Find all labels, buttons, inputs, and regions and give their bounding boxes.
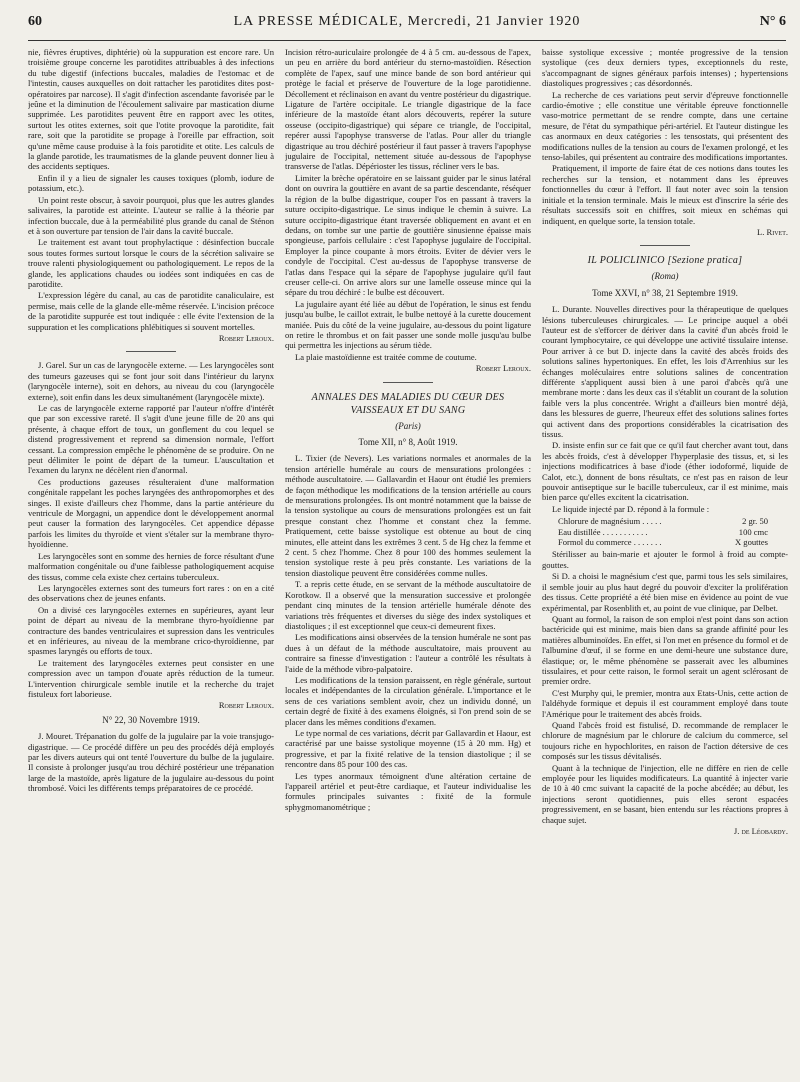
signature: Robert Leroux.	[218, 332, 274, 343]
paragraph: On a divisé ces laryngocèles externes en supérieures, ayant leur point de départ au niveau de la membrane thyro-hyoïdienne par contracture des bandes ventriculaires et supression dans les ventricules et en inférieures, au niveau de la membrane crico-thyroïdienne, par spasmes laryngés ou efforts de toux.	[28, 604, 274, 657]
paragraph: Le traitement est avant tout prophylactique : désinfection buccale sous toutes formes surtout lorsque le cours de la sécrétion salivaire se trouve ralenti physiologiquement ou pathologiquement. Le repos de la glande, les applications chaudes ou iodées sont indiquées en cas de parotidite.	[28, 237, 274, 289]
paragraph: C'est Murphy qui, le premier, montra aux Etats-Unis, cette action de l'aldéhyde formique et depuis il est couramment employé dans toute l'Amérique pour le traitement des abcès froids.	[542, 687, 788, 719]
paragraph: D. insiste enfin sur ce fait que ce qu'il faut chercher avant tout, dans les abcès froids, c'est à développer l'hyperplasie des tissus, et, si les injections modificatrices à base d'iode (éther iodoformé, liquide de Calot, etc.), donnent de bons résultats, ce n'est pas en raison de leur pouvoir antiseptique sur le bacille tuberculeux, car il est minime, mais bien parce qu'elles excitent la cicatrisation.	[542, 440, 788, 503]
tome-line: Tome XXVI, n° 38, 21 Septembre 1919.	[592, 287, 738, 298]
paragraph: Enfin il y a lieu de signaler les causes toxiques (plomb, iodure de potassium, etc.).	[28, 172, 274, 194]
signature: Robert Leroux.	[475, 363, 531, 374]
article-lead: J. Mouret. Trépanation du golfe de la jugulaire par la voie transjugo-digastrique. — Ce procédé diffère un peu des procédés déjà employés par les divers auteurs qui ont tenté l'ouverture du bulbe de la jugulaire. Il consiste à prolonger jusqu'au trou déchiré postérieur une trépanation large de la mastoïde, après ligature de la jugulaire au-dessous du point thrombosé. Voici les différents temps préparatoires de ce procédé.	[28, 731, 274, 794]
paragraph: L'expression légère du canal, au cas de parotidite canaliculaire, est permise, mais celle de la glande elle-même réservée. L'incision précoce de la parotidite suppurée est tout indiquée : elle évite l'extension de la suppuration et les complications phlébitiques si souvent mortelles.	[28, 290, 274, 332]
paragraph: Ces productions gazeuses résulteraient d'une malformation congénitale rappelant les poches laryngées des anthropomorphes et des singes. Il existe d'ailleurs chez l'homme, dans la partie antérieure du ventricule de Morgagni, un appendice dont le développement anormal peut causer la formation des laryngocèles. Cet appendice dépasse parfois les limites du thyroïde et vient s'étaler sur la membrane thyro-hyoïdienne.	[28, 476, 274, 550]
article-lead: L. Durante. Nouvelles directives pour la thérapeutique de quelques lésions tuberculeuses chirurgicales. — Le principe auquel a obéi l'auteur est de s'efforcer de dériver dans la cavité d'un abcès froid le courant lymphocytaire, ce qui développe une activité tissulaire intense. Pour arriver à ce but D. injecte dans la cavité des abcès froids des solutions salines hypertoniques. En effet, les lois d'Arrenhius sur les échanges moléculaires entre solutions salines de concentration différente s'appliquent aussi bien à une paroi d'abcès qu'à une membrane morte : dans les deux cas il s'établit un courant de la solution faible vers la plus concentrée. Wright a d'ailleurs bien montré déjà, dans les blessures de guerre, l'heureux effet des solutions salines fortes qui activent dans des proportions considérables la cicatrisation des tissus.	[542, 304, 788, 439]
paragraph: La recherche de ces variations peut servir d'épreuve fonctionnelle cardio-émotive ; elle constitue une véritable épreuve fonctionnelle vaso-motrice permettant de se rendre compte, dans une certaine mesure, de l'état du sympathique péri-artériel. Et l'auteur distingue les cas anormaux en deux catégories : les tensostats, qui présentent des modifications nulles de la tension au cours de l'examen prolongé, et les tenso-labiles, qui présentent au contraire des modifications importantes.	[542, 89, 788, 163]
formula-table	[558, 516, 788, 547]
paragraph: Les types anormaux témoignent d'une altération certaine de l'appareil artériel et peut-être cardiaque, et l'auteur individualise les formules principales suivantes : fixité de la formule sphygmomanométrique ;	[285, 770, 531, 812]
formula-row: Chlorure de magnésium . . . . . 2 gr. 50	[558, 516, 768, 527]
paragraph: Si D. a choisi le magnésium c'est que, parmi tous les sels similaires, il semble jouir au plus haut degré du pouvoir d'exciter la prolifération des tissus. Cette propriété a été bien mise en évidence au point de vue expérimental, par Rosenblith et, au point de vue clinique, par Delbet.	[542, 571, 788, 613]
page-number: 60	[28, 14, 42, 29]
paragraph: Un point reste obscur, à savoir pourquoi, plus que les autres glandes salivaires, la parotide est atteinte. L'auteur se rallie à la théorie par infection buccale, due à la perméabilité plus grande du canal de Sténon et à son ouverture par tension de l'air dans la cavité buccale.	[28, 194, 274, 236]
paragraph: Incision rétro-auriculaire prolongée de 4 à 5 cm. au-dessous de l'apex, un peu en arrière du bord antérieur du sterno-mastoïdien. Résection complète de l'apex, sauf une mince bande de son bord antérieur qui protège le facial et préserve de l'ouverture de la loge parotidienne. Décollement et réclinaison en avant du ventre postérieur du digastrique. Ligature de l'artère occipitale. Le triangle digastrique de la face inférieure de la mastoïde étant alors découverts, repérer la suture osseuse (occipito-digastrique) qui sépare ce triangle, de l'occipital, repérer aussi l'apophyse transverse de l'atlas. Pour aller du triangle digastrique au trou déchiré postérieur il faut passer à travers l'apophyse jugulaire de l'occipital, nettement située au-dessous de l'apophyse transverse de l'atlas. Dépérioster les tissus, récliner vers le bas.	[285, 47, 531, 172]
paragraph: nie, fièvres éruptives, diphtérie) où la suppuration est encore rare. Un troisième groupe concerne les parotidites attribuables à des infections du tube digestif (infections buccales, maladies de l'estomac et de l'intestin, causes auxquelles on doit rattacher les parotidites dites post-opératoires par narcose). Il s'agit d'infection ascendante favorisée par le jeûne et la diminution de l'écoulement salivaire par mastication diurne supprimée. Les parotidites peuvent être en rapport avec les otites, surtout les otites externes, soit que l'otite provoque la parotidite, fait rare, soit que la parotidite se propage à l'oreille par effraction, soit qu'une même cause produise à la fois parotidite et otite. Les calculs de la glande parotide, les traumatismes de la glande peuvent donner lieu à des accidents septiques.	[28, 47, 274, 172]
header-rule	[28, 40, 786, 41]
paragraph: Le traitement des laryngocèles externes peut consister en une compression avec un tampon d'ouate après réduction de la tumeur. L'intervention chirurgicale semble inutile et la recherche du trajet fistuleux fort laborieuse.	[28, 657, 274, 699]
paragraph: Le cas de laryngocèle externe rapporté par l'auteur n'offre d'intérêt que par son excessive rareté. Il s'agit d'une jeune fille de 20 ans qui présente, à chaque effort de toux, un gonflement du cou lequel se distend progressivement et reprend sa dimension normale, l'effort cessant. La compression empêche le phénomène de se produire. On ne peut délimiter le point de départ de la tumeur. L'auscultation et l'examen du larynx ne décèlent rien d'anormal.	[28, 403, 274, 476]
paragraph: Quant à la technique de l'injection, elle ne diffère en rien de celle employée pour les liquides modificateurs. La quantité à injecter varie de 10 à 40 cmc suivant la capacité de la poche abcédée; au début, les injections seront quotidiennes, puis elles seront espacées progressivement, en se basant, bien entendu sur les réactions propres à chaque sujet.	[542, 762, 788, 825]
article-lead: L. Tixier (de Nevers). Les variations normales et anormales de la tension artérielle humérale au cours de mensurations prolongées : méthode auscultatoire. — Gallavardin et Haour ont étudié les premiers de façon méthodique les modifications de la tension artérielle au cours de mensurations prolongées. Ils ont montré notamment que la baisse de la tension systolique au cours de mensurations prolongées est un fait presque constant chez l'homme et constant chez la femme. Pratiquement, cette baisse systolique est obtenue au bout de cinq minutes, elle atteint dans les extrêmes 3 cent. 5 de Hg chez la femme et 2 cent. 5 chez l'homme. Chez 8 pour 100 des hommes seulement la tension systolique reste à peu près constante. Les variations de la tension diastolique peuvent être considérées comme nulles.	[285, 453, 531, 578]
section-title: IL POLICLINICO [Sezione pratica]	[587, 255, 743, 267]
signature: L. Rivet.	[757, 226, 788, 237]
section-place: (Roma)	[651, 271, 679, 282]
paragraph: Limiter la brèche opératoire en se laissant guider par le sinus latéral dont on ouvrira la gouttière en avant de sa partie descendante, réséquer la région de la bulbe digastrique, couper l'os en passant à travers la suture occipito-digastrique. Le sinus indique le chemin à suivre. La suture occipito-digastrique étant traversée obliquement en avant et en dedans, on tombe sur une partie de gouttière sinusienne épaisse mais spongieuse, parfois cellulaire : c'est l'apophyse jugulaire de l'occipital. Employer la pince coupante à mors étroits. Eviter de dévier vers le condyle de l'occipital. C'est au-dessus de l'apophyse transverse de l'atlas dans l'espace qui la sépare de l'apophyse jugulaire qu'il faut creuser celle-ci. On arrive alors sur une lamelle osseuse mince qui la sépare du trou déchiré : le bulbe est découvert.	[285, 172, 531, 298]
paragraph: La jugulaire ayant été liée au début de l'opération, le sinus est fendu jusqu'au bulbe, le caillot extrait, le bulbe nettoyé à la curette doucement maniée. Puis du côté de la veine jugulaire, au-dessous du point ligature on retire le thrombus et on fait passer une sonde molle jusqu'au bulbe qui permettra les injections au sérum tiède.	[285, 298, 531, 351]
paragraph: Le liquide injecté par D. répond à la formule :	[552, 503, 710, 514]
section-title: ANNALES DES MALADIES DU CŒUR DES VAISSEAUX ET DU SANG	[311, 391, 505, 416]
paragraph: Les laryngocèles externes sont des tumeurs fort rares : on en a cité des observations chez de jeunes enfants.	[28, 582, 274, 604]
columns	[28, 47, 786, 1077]
column-1	[28, 47, 274, 1077]
paragraph: Le type normal de ces variations, décrit par Gallavardin et Haour, est caractérisé par une baisse systolique moyenne (15 à 20 mm. Hg) et progressive, et par la fixité relative de la tension diastolique ; il se rencontre dans 85 pour 100 des cas.	[285, 727, 531, 770]
paragraph: T. a repris cette étude, en se servant de la méthode auscultatoire de Korotkow. Il a observé que la mensuration successive et prolongée pendant cinq minutes de la tension artérielle humérale dénote des variations très fréquentes et diverses du siège des index systoliques et diastoliques ; il est exceptionnel que ceux-ci demeurent fixes.	[285, 579, 531, 631]
page-header	[28, 14, 786, 38]
section-place: (Paris)	[395, 420, 421, 431]
paragraph: Les modifications de la tension paraissent, en règle générale, surtout locales et indépendantes de la circulation générale. L'importance et le sens de ces variations semblent avoir, chez un individu donné, un certain degré de fixité à des examens éloignés, si l'on prend soin de se placer dans les mêmes conditions d'examen.	[285, 674, 531, 727]
paragraph: Pratiquement, il importe de faire état de ces notions dans toutes les recherches sur la tension, et notamment dans les épreuves fonctionnelles du cœur à l'effort. Il faut noter avec soin la tension initiale et la tension terminale. Mais le mieux est d'inscrire la série des résultats successifs soit en chiffres, soit mieux en schémas qui indiquent, en quelque sorte, la tension totale.	[542, 163, 788, 226]
paragraph: Stérilisser au bain-marie et ajouter le formol à froid au compte-gouttes.	[542, 549, 788, 570]
formula-row: Eau distillée . . . . . . . . . . . 100 cmc	[558, 526, 768, 537]
paragraph: baisse systolique excessive ; montée progressive de la tension systolique (ces deux derniers types, exceptionnels du reste, s'accompagnant de signes généraux parfois intenses) ; hypertensions diastoliques progressives ; cas désordonnés.	[542, 47, 788, 89]
issue-number: N° 6	[759, 14, 786, 29]
issue-line: N° 22, 30 Novembre 1919.	[102, 714, 200, 725]
separator	[126, 351, 176, 352]
separator	[640, 245, 690, 246]
separator	[383, 382, 433, 383]
signature: Robert Leroux.	[218, 700, 274, 711]
formula-row: Formol du commerce . . . . . . . X gouttes	[558, 537, 768, 548]
article-lead: J. Garel. Sur un cas de laryngocèle externe. — Les laryngocèles sont des tumeurs gazeuses qui se font jour soit dans l'intérieur du larynx (laryngocèle interne), soit en dehors, au niveau du cou (laryngocèle externe), soit enfin dans les deux simultanément (laryngocèle mixte).	[28, 360, 274, 402]
paragraph: Les modifications ainsi observées de la tension humérale ne sont pas dues à un défaut de la méthode auscultatoire, mais prouvent au contraire sa finesse d'investigation : l'auteur a contrôlé les résultats à l'aide de la méthode vibro-palpatoire.	[285, 632, 531, 674]
paragraph: Quand l'abcès froid est fistulisé, D. recommande de remplacer le chlorure de magnésium par le chlorure de calcium du commerce, sel toujours riche en hypochlorites, en raison de l'action détersive de ces composés sur les tissus dévitalisés.	[542, 719, 788, 762]
column-3	[542, 47, 788, 1077]
paragraph: La plaie mastoïdienne est traitée comme de coutume.	[295, 351, 477, 362]
paragraph: Les laryngocèles sont en somme des hernies de force résultant d'une malformation congénitale ou d'une faiblesse pathologiquement acquise des tissus, comme cela existe chez certains tuberculeux.	[28, 550, 274, 582]
tome-line: Tome XII, n° 8, Août 1919.	[358, 437, 458, 447]
paragraph: Quant au formol, la raison de son emploi n'est point dans son action bactéricide qui est minime, mais bien dans sa grande affinité pour les matières albuminoïdes. En effet, si l'on met en présence du formol et de l'albumine d'œuf, il se forme en une demi-heure une substance dure, élastique; or, le même phénomène se passerait avec les albumines tissulaires, et pour cette raison, le formol serait un agent sclérosant de premier ordre.	[542, 613, 788, 687]
column-2	[285, 47, 531, 1077]
signature: J. de Léobardy.	[733, 826, 788, 837]
journal-title: LA PRESSE MÉDICALE, Mercredi, 21 Janvier 1920	[233, 14, 581, 29]
